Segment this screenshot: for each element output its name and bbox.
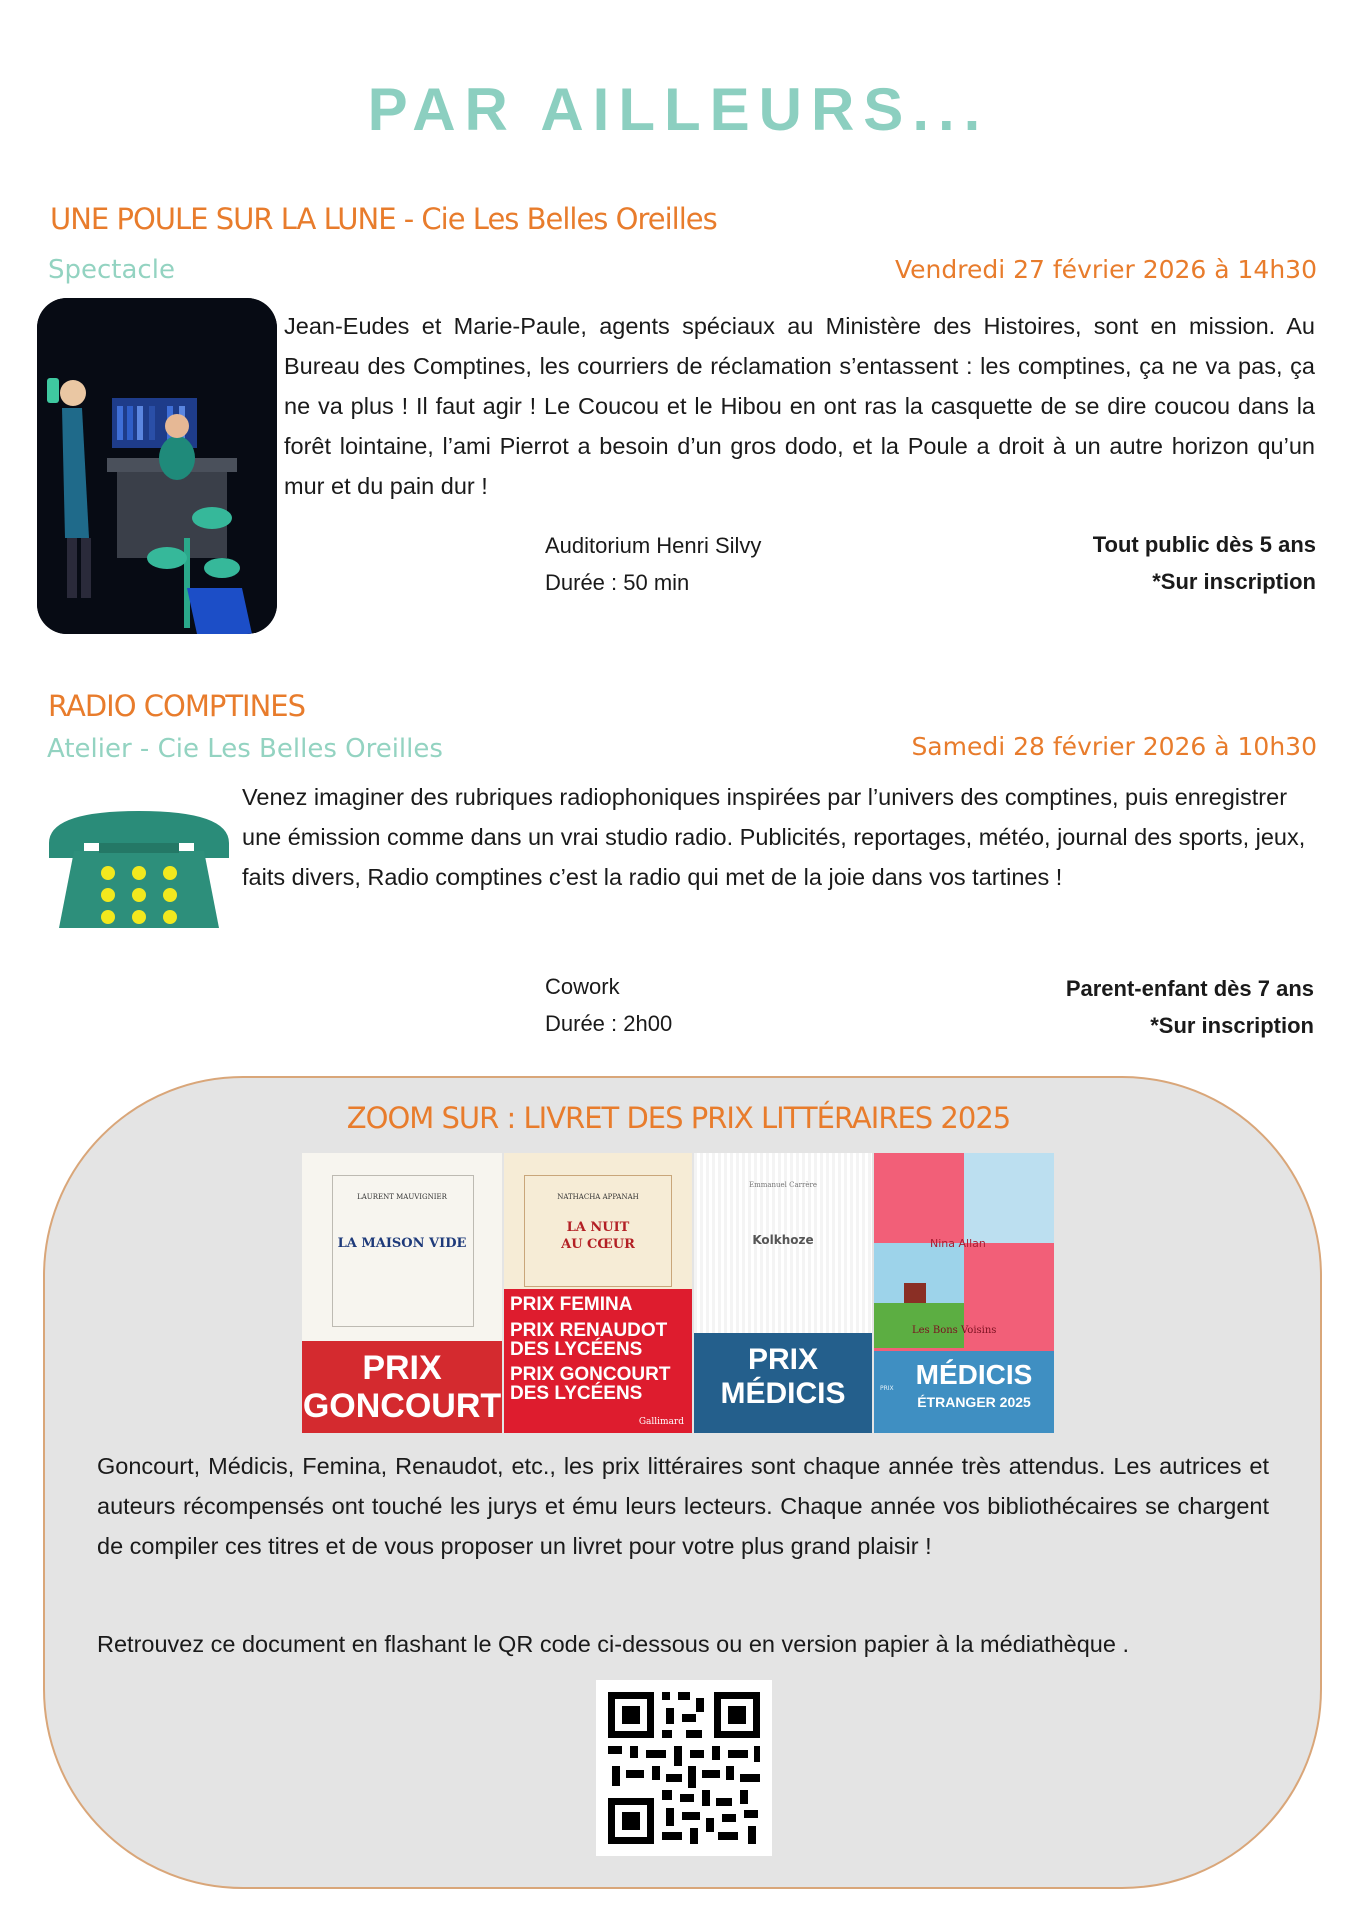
book3-band-line1: PRIX — [747, 1343, 819, 1376]
book1-band-line2: GONCOURT — [302, 1387, 502, 1425]
zoom-title: ZOOM SUR : LIVRET DES PRIX LITTÉRAIRES 2025 — [346, 1101, 1011, 1135]
event1-photo — [37, 298, 277, 634]
event2-title: RADIO COMPTINES — [48, 689, 306, 723]
zoom-paragraph-2: Retrouvez ce document en flashant le QR code ci-dessous ou en version papier à la médiathèque . — [97, 1631, 1129, 1657]
book2-author: NATHACHA APPANAH — [557, 1193, 639, 1201]
telephone-illustration — [44, 803, 234, 933]
book-la-nuit-au-coeur — [504, 1153, 692, 1433]
books-banner — [302, 1153, 1054, 1433]
book1-band-line1: PRIX — [362, 1349, 442, 1387]
book2-band-line3: DES LYCÉENS — [510, 1339, 643, 1360]
book2-band-line4: PRIX GONCOURT — [510, 1364, 671, 1385]
event2-category: Atelier - Cie Les Belles Oreilles — [47, 734, 443, 764]
event2-audience: Parent-enfant dès 7 ans — [1065, 976, 1314, 1001]
page-title: PAR AILLEURS... — [367, 76, 990, 143]
event1-place: Auditorium Henri Silvy — [545, 533, 762, 558]
book2-publisher: Gallimard — [638, 1417, 684, 1427]
event1-description: Jean-Eudes et Marie-Paule, agents spéciaux au Ministère des Histoires, sont en mission. Au Bureau des Comptines, les courriers de réclamation s’entassent : les comptines, ça ne va pas, ça ne va plus ! Il faut agir ! Le Coucou et le Hibou en ont ras la casquette de se dire coucou dans la forêt lointaine, l’ami Pierrot a besoin d’un gros dodo, et la Poule a droit à un autre horizon qu’un mur et du pain dur ! — [284, 313, 1315, 499]
event1-registration: *Sur inscription — [1152, 569, 1316, 594]
event1-audience: Tout public dès 5 ans — [1092, 532, 1316, 557]
event1-category: Spectacle — [48, 255, 175, 285]
book3-title: Kolkhoze — [752, 1233, 814, 1247]
event2-duration: Durée : 2h00 — [545, 1011, 673, 1036]
book-la-maison-vide — [302, 1153, 502, 1433]
event2-place: Cowork — [545, 974, 620, 999]
book2-band-line1: PRIX FEMINA — [510, 1294, 633, 1315]
book4-title: Les Bons Voisins — [912, 1325, 997, 1336]
zoom-paragraph-1: Goncourt, Médicis, Femina, Renaudot, etc., les prix littéraires sont chaque année très attendus. Les autrices et auteurs récompensés ont touché les jurys et ému leurs lecteurs. Chaque année vos bibliothécaires se chargent de compiler ces titres et de vous proposer un livret pour votre plus grand plaisir ! — [97, 1453, 1269, 1559]
book1-author: LAURENT MAUVIGNIER — [357, 1193, 447, 1201]
book3-author: Emmanuel Carrère — [748, 1181, 818, 1189]
event1-duration: Durée : 50 min — [545, 570, 690, 595]
book4-band-line1: MÉDICIS — [915, 1359, 1033, 1390]
event1-date: Vendredi 27 février 2026 à 14h30 — [895, 255, 1317, 284]
book4-author: Nina Allan — [930, 1237, 986, 1250]
event1-title: UNE POULE SUR LA LUNE - Cie Les Belles Oreilles — [50, 202, 717, 236]
book1-title: LA MAISON VIDE — [337, 1236, 467, 1251]
book3-band-line2: MÉDICIS — [720, 1377, 846, 1410]
event2-registration: *Sur inscription — [1150, 1013, 1314, 1038]
book2-band-line2: PRIX RENAUDOT — [510, 1320, 668, 1341]
book-kolkhoze — [694, 1153, 872, 1433]
event2-description: Venez imaginer des rubriques radiophoniques inspirées par l’univers des comptines, puis enregistrer une émission comme dans un vrai studio radio. Publicités, reportages, météo, journal des sports, jeux, faits divers, Radio comptines c’est la radio qui met de la joie dans vos tartines ! — [242, 784, 1306, 890]
event2-date: Samedi 28 février 2026 à 10h30 — [911, 732, 1317, 761]
qr-code[interactable] — [596, 1680, 772, 1856]
book2-title: LA NUIT AU CŒUR — [561, 1220, 635, 1252]
book4-band-prefix: PRIX — [880, 1385, 894, 1392]
book-les-bons-voisins — [874, 1153, 1054, 1433]
book4-band-line2: ÉTRANGER 2025 — [917, 1394, 1031, 1410]
book2-band-line5: DES LYCÉENS — [510, 1383, 643, 1404]
